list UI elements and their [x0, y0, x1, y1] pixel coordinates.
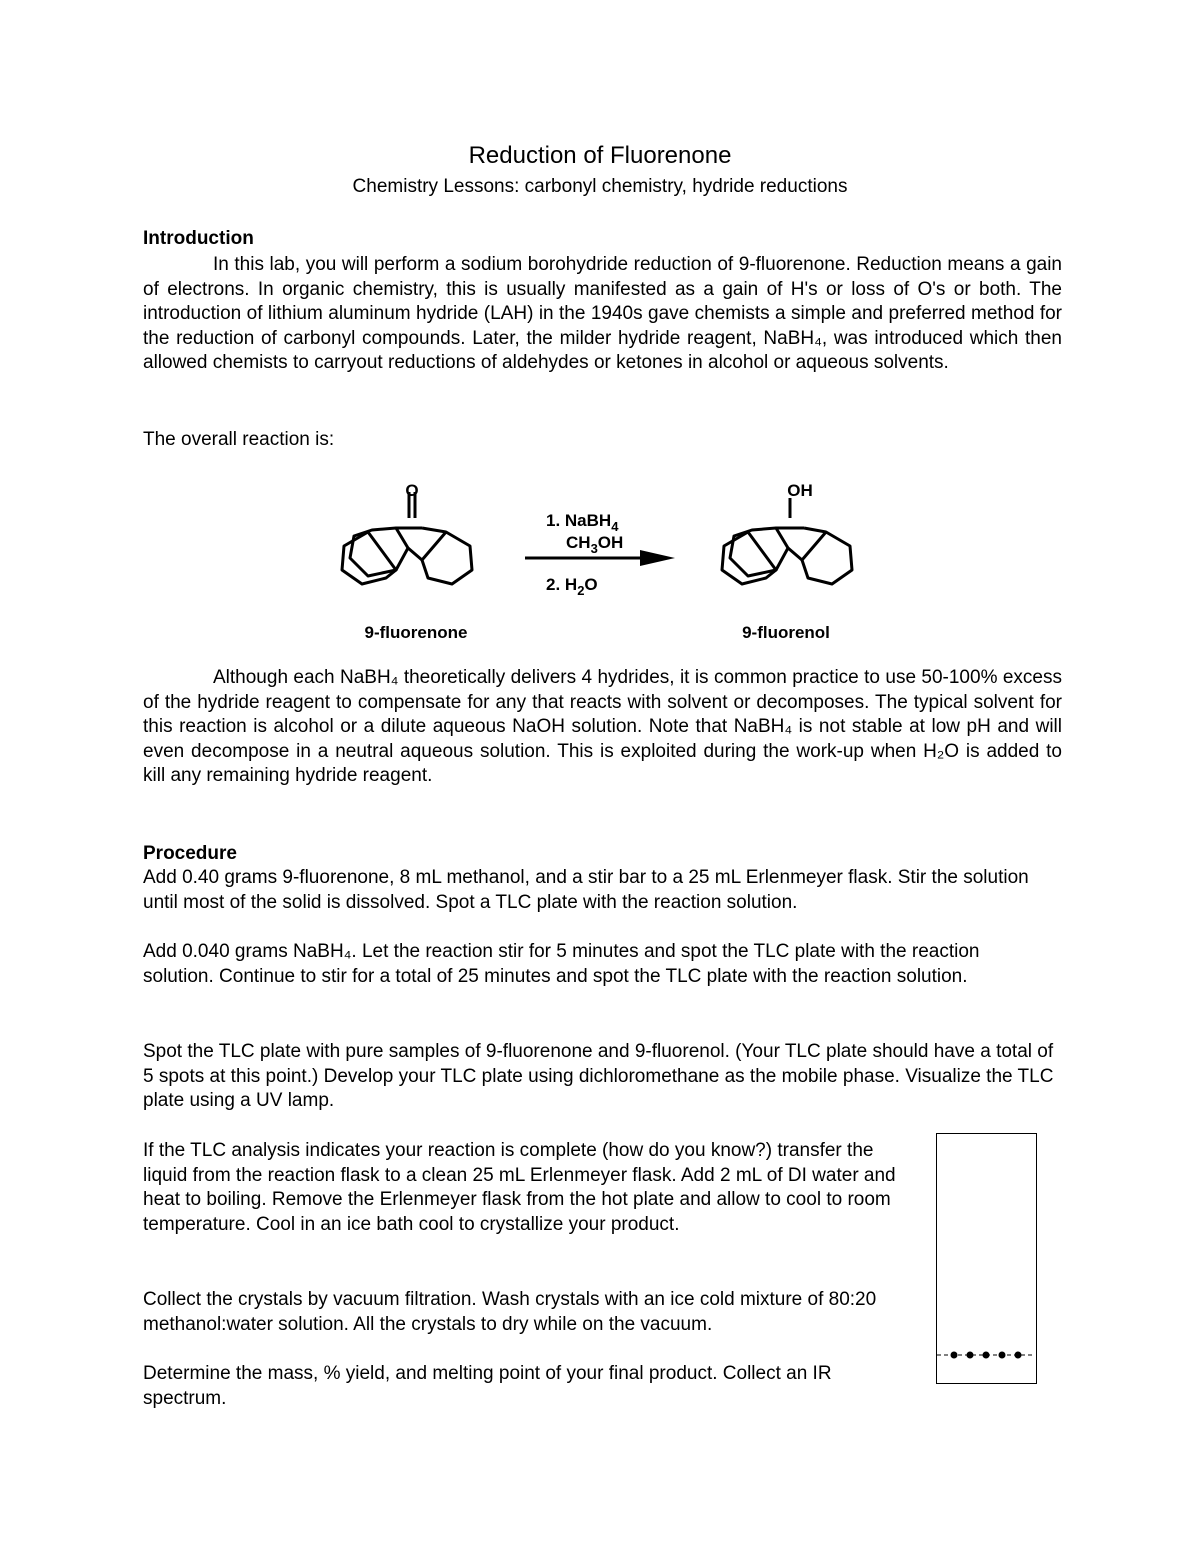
- product-name: 9-fluorenol: [742, 623, 830, 642]
- page-subtitle: Chemistry Lessons: carbonyl chemistry, hydride reductions: [352, 176, 848, 197]
- reactant-carbonyl-atom: O: [405, 481, 419, 500]
- fluorenone-structure: [342, 492, 472, 584]
- reaction-scheme: [320, 470, 880, 650]
- tlc-spot: [999, 1352, 1006, 1359]
- reactant-name: 9-fluorenone: [364, 623, 468, 642]
- procedure-step-2: Add 0.040 grams NaBH₄. Let the reaction stir for 5 minutes and spot the TLC plate with the reaction solution. Continue to stir for a total of 25 minutes and spot the TLC plate with the reaction solution.: [143, 941, 980, 987]
- page-title: Reduction of Fluorenone: [468, 142, 732, 169]
- arrow-head-icon: [640, 550, 675, 566]
- hydride-paragraph: Although each NaBH₄ theoretically delivers 4 hydrides, it is common practice to use 50-100% excess of the hydride reagent to compensate for any that reacts with solvent or decomposes. The typical solvent for this reaction is alcohol or a dilute aqueous NaOH solution. Note that NaBH₄ is not stable at low pH and will even decompose in a neutral aqueous solution. This is exploited during the work-up when H₂O is added to kill any remaining hydride reagent.: [143, 667, 1062, 786]
- tlc-spot: [967, 1352, 974, 1359]
- reagent-step-2: 2. $H_2O$: [546, 575, 598, 598]
- tlc-plate-svg: [937, 1134, 1035, 1382]
- introduction-paragraph: In this lab, you will perform a sodium borohydride reduction of 9-fluorenone. Reduction means a gain of electrons. In organic chemistry, this is usually manifested as a gain of H's or loss of O's or both. The introduction of lithium aluminum hydride (LAH) in the 1940s gave chemists a simple and preferred method for the reduction of carbonyl compounds. Later, the milder hydride reagent, NaBH₄, was introduced which then allowed chemists to carryout reductions of aldehydes or ketones in alcohol or aqueous solvents.: [143, 254, 1062, 373]
- tlc-spot: [983, 1352, 990, 1359]
- procedure-heading: Procedure: [143, 843, 237, 864]
- procedure-step-3: Spot the TLC plate with pure samples of 9-fluorenone and 9-fluorenol. (Your TLC plate should have a total of 5 spots at this point.) Develop your TLC plate using dichloromethane as the mobile phase. Visualize the TLC plate using a UV lamp.: [143, 1041, 1054, 1111]
- tlc-spot: [951, 1352, 958, 1359]
- reagent-step-1: 1. NaBH$_4$: [546, 511, 619, 534]
- tlc-spot: [1015, 1352, 1022, 1359]
- fluorenol-structure: [722, 498, 852, 584]
- overall-reaction-label: The overall reaction is:: [143, 429, 335, 450]
- procedure-step-1: Add 0.40 grams 9-fluorenone, 8 mL methanol, and a stir bar to a 25 mL Erlenmeyer flask. Stir the solution until most of the solid is dissolved. Spot a TLC plate with the reaction solution.: [143, 867, 1029, 913]
- product-hydroxyl-group: OH: [787, 481, 813, 500]
- tlc-plate-diagram: [936, 1133, 1037, 1384]
- procedure-step-4: If the TLC analysis indicates your reaction is complete (how do you know?) transfer the liquid from the reaction flask to a clean 25 mL Erlenmeyer flask. Add 2 mL of DI water and heat to boiling. Remove the Erlenmeyer flask from the hot plate and allow to cool to room temperature. Cool in an ice bath cool to crystallize your product.: [143, 1140, 896, 1235]
- introduction-heading: Introduction: [143, 228, 254, 249]
- procedure-step-5: Collect the crystals by vacuum filtration. Wash crystals with an ice cold mixture of 80:20 methanol:water solution. All the crystals to dry while on the vacuum.: [143, 1289, 877, 1335]
- procedure-step-6: Determine the mass, % yield, and melting point of your final product. Collect an IR spectrum.: [143, 1363, 832, 1409]
- reagent-solvent: $CH_3OH$: [566, 533, 624, 556]
